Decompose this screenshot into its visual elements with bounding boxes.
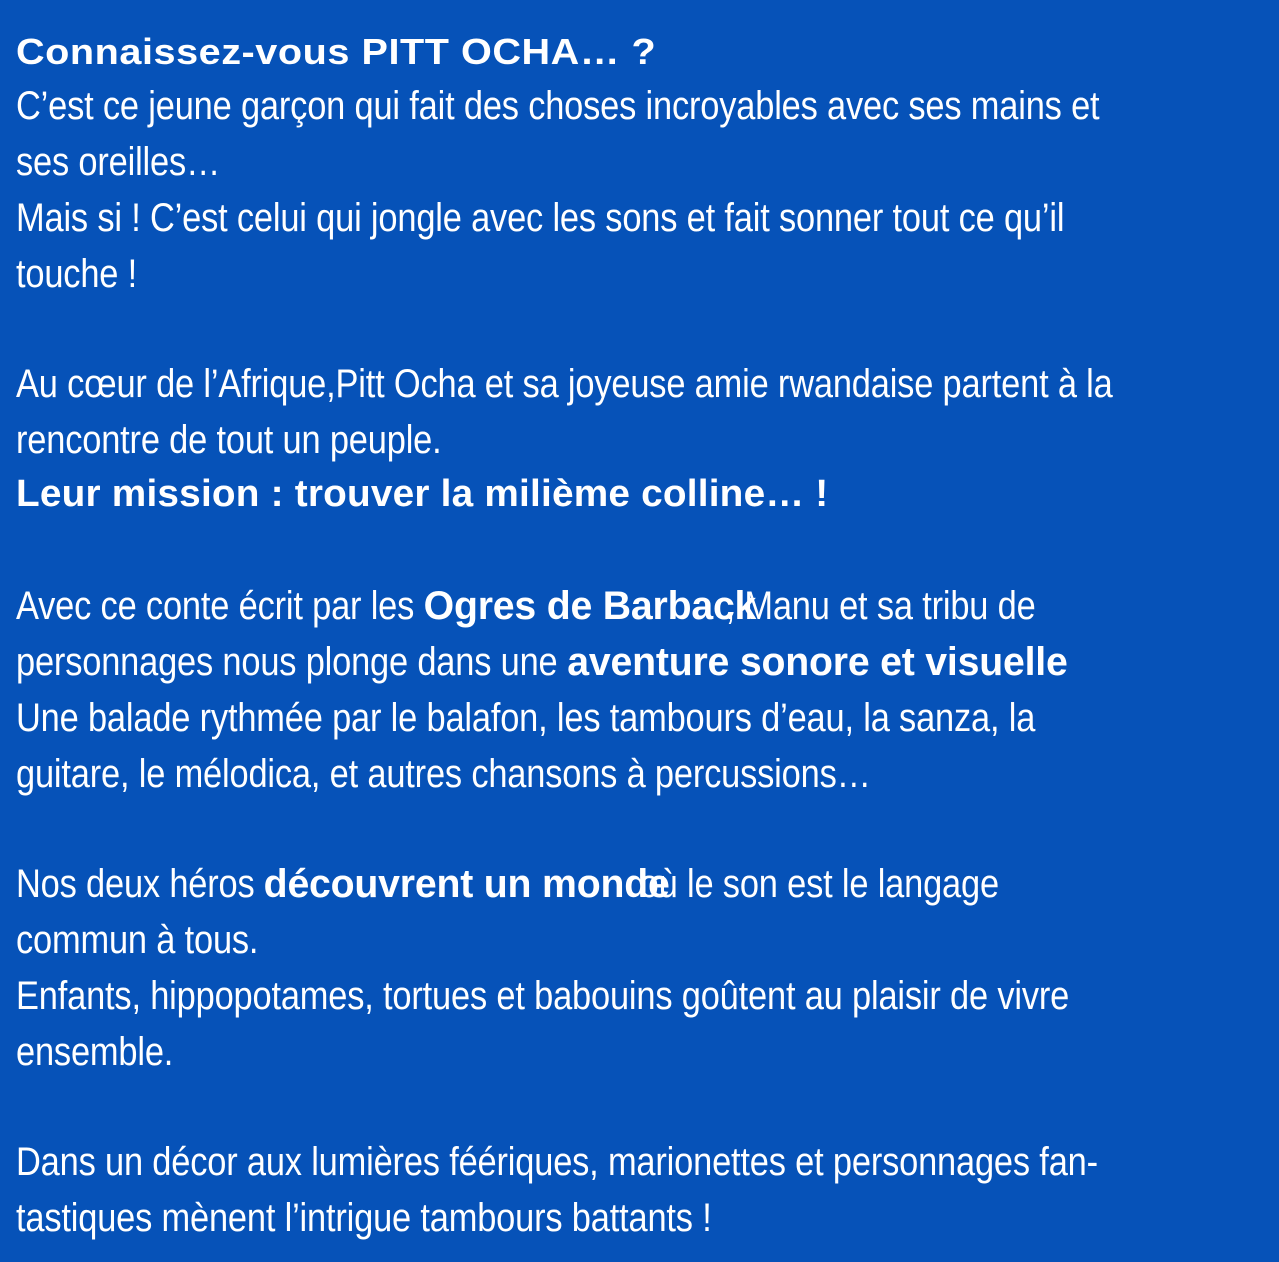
paragraph-2-line-2: rencontre de tout un peuple. — [16, 418, 442, 462]
paragraph-1-line-3: Mais si ! C’est celui qui jongle avec les sons et fait sonner tout ce qu’il — [16, 196, 1065, 240]
paragraph-1-line-1: C’est ce jeune garçon qui fait des choses incroyables avec ses mains et — [16, 84, 1100, 128]
paragraph-3-line-2 — [16, 640, 1068, 684]
paragraph-3-line-1-text: Avec ce conte écrit par les — [16, 584, 424, 628]
paragraph-3-line-1 — [16, 586, 1036, 626]
highlight-ogres-de-barback: Ogres de Barback — [423, 584, 757, 628]
paragraph-3-line-1-end: , Manu et sa tribu de — [725, 584, 1036, 628]
paragraph-4-line-1 — [16, 864, 999, 904]
paragraph-3-line-2-text: personnages nous plonge dans une — [16, 640, 567, 684]
paragraph-5-line-1: Dans un décor aux lumières féériques, marionettes et personnages fan- — [16, 1140, 1098, 1184]
paragraph-2-line-1: Au cœur de l’Afrique,Pitt Ocha et sa joyeuse amie rwandaise partent à la — [16, 362, 1113, 406]
paragraph-1-line-2: ses oreilles… — [16, 140, 221, 184]
highlight-aventure: aventure sonore et visuelle — [566, 640, 1068, 684]
paragraph-3-line-4: guitare, le mélodica, et autres chansons à percussions… — [16, 752, 871, 796]
page-title: Connaissez-vous PITT OCHA… ? — [16, 31, 657, 72]
paragraph-4-line-2: commun à tous. — [16, 918, 259, 962]
paragraph-1-line-4: touche ! — [16, 252, 138, 296]
paragraph-3-line-3: Une balade rythmée par le balafon, les tambours d’eau, la sanza, la — [16, 696, 1036, 740]
mission-headline: Leur mission : trouver la milième colline… ! — [16, 473, 829, 515]
paragraph-4-line-1-end: où le son est le langage — [630, 862, 999, 906]
paragraph-4-line-4: ensemble. — [16, 1030, 174, 1074]
highlight-monde: découvrent un monde — [263, 862, 670, 906]
paragraph-4-line-1-text: Nos deux héros — [16, 862, 264, 906]
paragraph-5-line-2: tastiques mènent l’intrigue tambours battants ! — [16, 1196, 712, 1240]
paragraph-4-line-3: Enfants, hippopotames, tortues et babouins goûtent au plaisir de vivre — [16, 974, 1070, 1018]
